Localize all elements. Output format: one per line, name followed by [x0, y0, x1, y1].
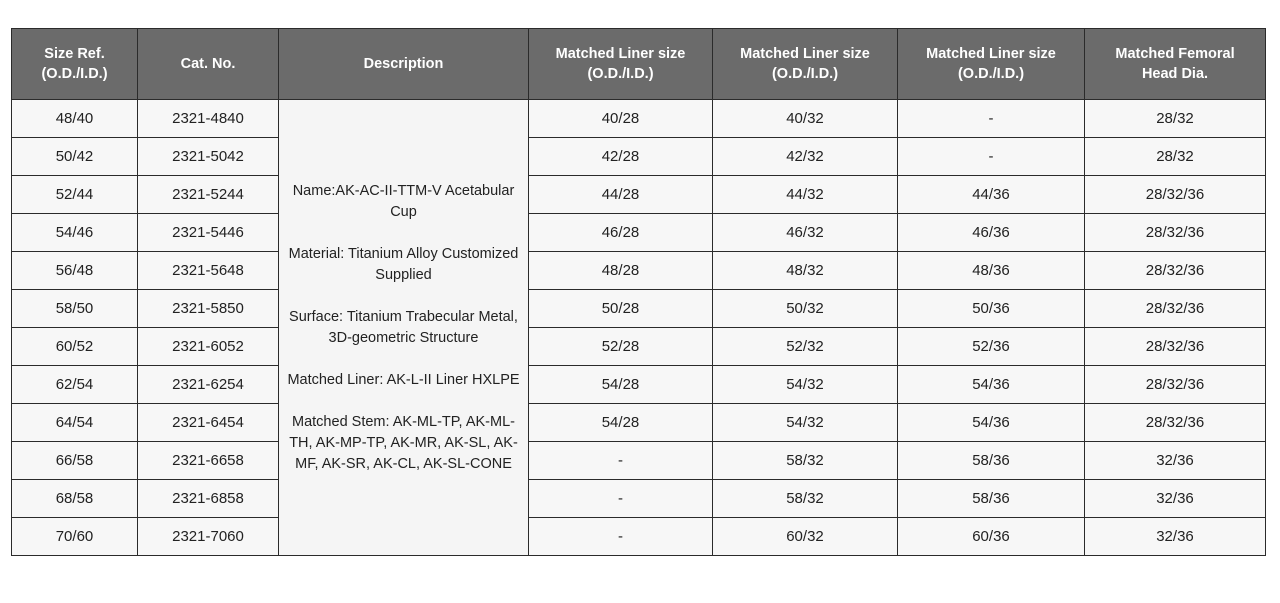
table-body	[12, 100, 1266, 556]
header-line: Matched Femoral	[1115, 46, 1235, 62]
table-row	[12, 290, 1266, 328]
cat-no-cell: 2321-4840	[138, 100, 279, 138]
femoral-head-dia-cell: 32/36	[1085, 518, 1266, 556]
header-line: Cat. No.	[180, 56, 236, 72]
cat-no-cell: 2321-6658	[138, 442, 279, 480]
matched-liner-2-cell: 54/32	[713, 404, 898, 442]
size-ref-cell: 66/58	[12, 442, 138, 480]
size-ref-cell: 52/44	[12, 176, 138, 214]
matched-liner-1-cell: 54/28	[529, 366, 713, 404]
header-line: Head Dia.	[1141, 66, 1209, 82]
femoral-head-dia-cell: 32/36	[1085, 480, 1266, 518]
cat-no-cell: 2321-5850	[138, 290, 279, 328]
matched-liner-2-cell: 58/32	[713, 480, 898, 518]
cat-no-cell: 2321-5446	[138, 214, 279, 252]
header-line: (O.D./I.D.)	[771, 66, 839, 82]
matched-liner-1-cell: -	[529, 518, 713, 556]
header-line: (O.D./I.D.)	[587, 66, 654, 82]
table-row	[12, 100, 1266, 138]
femoral-head-dia-cell: 28/32/36	[1085, 214, 1266, 252]
matched-liner-2-cell: 52/32	[713, 328, 898, 366]
size-ref-cell: 54/46	[12, 214, 138, 252]
matched-liner-1-cell: 46/28	[529, 214, 713, 252]
description-paragraph: Name:AK-AC-II-TTM-V Acetabular Cup	[292, 182, 515, 220]
femoral-head-dia-cell: 28/32/36	[1085, 290, 1266, 328]
size-ref-cell: 70/60	[12, 518, 138, 556]
table-row	[12, 328, 1266, 366]
cat-no-cell: 2321-5042	[138, 138, 279, 176]
matched-liner-3-cell: -	[898, 138, 1085, 176]
description-paragraph: Matched Liner: AK-L-II Liner HXLPE	[287, 371, 520, 388]
description-paragraph: Matched Stem: AK-ML-TP, AK-ML-TH, AK-MP-TP, AK-MR, AK-SL, AK-MF, AK-SR, AK-CL, AK-SL-CONE	[289, 413, 518, 472]
matched-liner-2-cell: 42/32	[713, 138, 898, 176]
header-matched-liner-size-2	[713, 29, 898, 100]
cat-no-cell: 2321-6454	[138, 404, 279, 442]
matched-liner-1-cell: -	[529, 442, 713, 480]
header-line: (O.D./I.D.)	[41, 66, 108, 82]
matched-liner-1-cell: -	[529, 480, 713, 518]
matched-liner-1-cell: 44/28	[529, 176, 713, 214]
size-ref-cell: 60/52	[12, 328, 138, 366]
matched-liner-3-cell: 48/36	[898, 252, 1085, 290]
header-description	[279, 29, 529, 100]
size-ref-cell: 64/54	[12, 404, 138, 442]
femoral-head-dia-cell: 28/32	[1085, 138, 1266, 176]
cat-no-cell: 2321-5244	[138, 176, 279, 214]
cat-no-cell: 2321-6858	[138, 480, 279, 518]
table-row	[12, 442, 1266, 480]
matched-liner-2-cell: 44/32	[713, 176, 898, 214]
matched-liner-2-cell: 54/32	[713, 366, 898, 404]
table-header	[12, 29, 1266, 100]
matched-liner-2-cell: 46/32	[713, 214, 898, 252]
matched-liner-3-cell: -	[898, 100, 1085, 138]
matched-liner-3-cell: 50/36	[898, 290, 1085, 328]
matched-liner-3-cell: 58/36	[898, 480, 1085, 518]
size-ref-cell: 48/40	[12, 100, 138, 138]
description-paragraph: Surface: Titanium Trabecular Metal, 3D-geometric Structure	[289, 308, 518, 346]
size-ref-cell: 50/42	[12, 138, 138, 176]
header-line: Matched Liner size	[555, 46, 686, 62]
femoral-head-dia-cell: 28/32/36	[1085, 176, 1266, 214]
header-line: (O.D./I.D.)	[957, 66, 1025, 82]
matched-liner-2-cell: 50/32	[713, 290, 898, 328]
table-row	[12, 252, 1266, 290]
table-row	[12, 480, 1266, 518]
matched-liner-3-cell: 44/36	[898, 176, 1085, 214]
matched-liner-1-cell: 48/28	[529, 252, 713, 290]
femoral-head-dia-cell: 28/32/36	[1085, 328, 1266, 366]
matched-liner-1-cell: 52/28	[529, 328, 713, 366]
matched-liner-2-cell: 58/32	[713, 442, 898, 480]
header-line: Matched Liner size	[926, 46, 1056, 62]
matched-liner-3-cell: 52/36	[898, 328, 1085, 366]
size-ref-cell: 68/58	[12, 480, 138, 518]
header-matched-liner-size-3	[898, 29, 1085, 100]
size-ref-cell: 58/50	[12, 290, 138, 328]
header-row	[12, 29, 1266, 100]
femoral-head-dia-cell: 32/36	[1085, 442, 1266, 480]
matched-liner-1-cell: 54/28	[529, 404, 713, 442]
size-ref-cell: 56/48	[12, 252, 138, 290]
table-row	[12, 366, 1266, 404]
header-matched-liner-size-1	[529, 29, 713, 100]
table-row	[12, 214, 1266, 252]
matched-liner-3-cell: 46/36	[898, 214, 1085, 252]
header-matched-femoral-head-dia	[1085, 29, 1266, 100]
header-line: Description	[363, 56, 444, 72]
description-cell	[279, 100, 529, 556]
table-row	[12, 404, 1266, 442]
matched-liner-3-cell: 60/36	[898, 518, 1085, 556]
cat-no-cell: 2321-6052	[138, 328, 279, 366]
matched-liner-2-cell: 40/32	[713, 100, 898, 138]
cat-no-cell: 2321-6254	[138, 366, 279, 404]
matched-liner-3-cell: 54/36	[898, 366, 1085, 404]
header-size-ref	[12, 29, 138, 100]
matched-liner-3-cell: 58/36	[898, 442, 1085, 480]
femoral-head-dia-cell: 28/32/36	[1085, 366, 1266, 404]
table-row	[12, 518, 1266, 556]
cat-no-cell: 2321-5648	[138, 252, 279, 290]
size-ref-cell: 62/54	[12, 366, 138, 404]
femoral-head-dia-cell: 28/32/36	[1085, 404, 1266, 442]
matched-liner-3-cell: 54/36	[898, 404, 1085, 442]
table-row	[12, 138, 1266, 176]
matched-liner-1-cell: 42/28	[529, 138, 713, 176]
matched-liner-1-cell: 50/28	[529, 290, 713, 328]
description-paragraph: Material: Titanium Alloy Customized Supplied	[288, 245, 519, 283]
femoral-head-dia-cell: 28/32	[1085, 100, 1266, 138]
matched-liner-1-cell: 40/28	[529, 100, 713, 138]
header-cat-no	[138, 29, 279, 100]
header-line: Size Ref.	[44, 46, 105, 62]
femoral-head-dia-cell: 28/32/36	[1085, 252, 1266, 290]
matched-liner-2-cell: 60/32	[713, 518, 898, 556]
matched-liner-2-cell: 48/32	[713, 252, 898, 290]
cat-no-cell: 2321-7060	[138, 518, 279, 556]
product-spec-table	[11, 28, 1266, 556]
table-row	[12, 176, 1266, 214]
header-line: Matched Liner size	[740, 46, 870, 62]
